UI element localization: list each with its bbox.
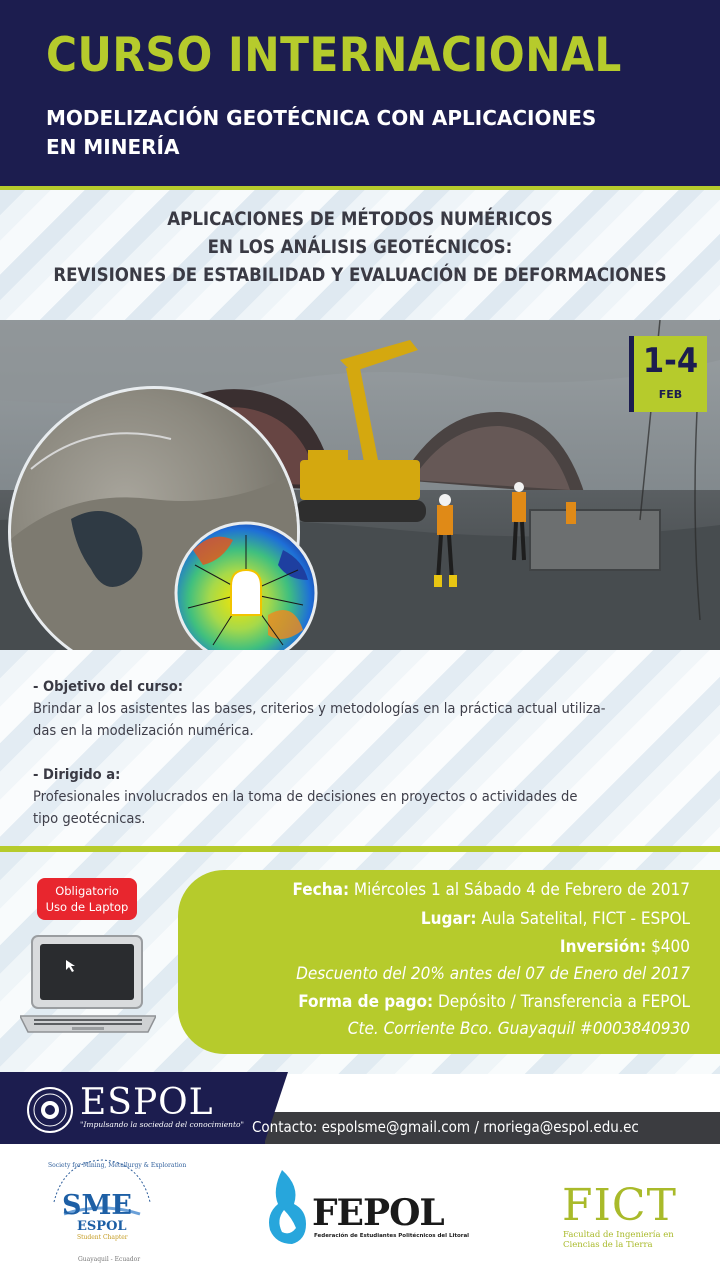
subtitle-line-1: MODELIZACIÓN GEOTÉCNICA CON APLICACIONES: [46, 106, 597, 130]
subtitle-line-2: EN MINERÍA: [46, 135, 180, 159]
inversion-line: [560, 937, 690, 957]
lugar-value: Aula Satelital, FICT - ESPOL: [476, 909, 690, 929]
objective-text-line-1: Brindar a los asistentes las bases, criterios y metodologías en la práctica actual utiliza-: [33, 700, 606, 717]
inversion-label: Inversión:: [559, 937, 647, 957]
descuento-line: [296, 964, 690, 984]
laptop-line-2: Uso de Laptop: [45, 900, 129, 914]
fict-subtitle: [563, 1230, 683, 1250]
laptop-required-label: [37, 878, 137, 920]
sme-espol-text: ESPOL: [77, 1219, 127, 1234]
topic-section: [0, 190, 720, 320]
fepol-flame-icon: [262, 1170, 310, 1246]
audience-text-line-1: Profesionales involucrados en la toma de decisiones en proyectos o actividades de: [33, 788, 578, 805]
fict-subtitle-line-2: Ciencias de la Tierra: [563, 1240, 653, 1250]
date-days: 1-4: [642, 341, 699, 381]
audience-text-line-2: tipo geotécnicas.: [33, 810, 146, 827]
laptop-icon: [20, 932, 156, 1040]
sme-city-text: Guayaquil - Ecuador: [78, 1256, 141, 1263]
espol-slogan: "Impulsando la sociedad del conocimiento": [80, 1120, 244, 1129]
audience-block: [33, 764, 689, 830]
topic-title: [0, 206, 720, 290]
course-subtitle: [46, 104, 686, 162]
espol-logo-text: ESPOL: [80, 1082, 214, 1123]
course-title: CURSO INTERNACIONAL: [46, 28, 622, 83]
sme-chapter-text: Student Chapter: [77, 1234, 128, 1241]
topic-line-1: APLICACIONES DE MÉTODOS NUMÉRICOS: [167, 209, 553, 230]
fepol-subtitle: Federación de Estudiantes Politécnicos del Litoral: [314, 1233, 470, 1239]
topic-line-2: EN LOS ANÁLISIS GEOTÉCNICOS:: [207, 237, 513, 258]
cuenta-line: [348, 1019, 690, 1039]
fecha-line: [293, 880, 690, 900]
audience-heading: - Dirigido a:: [33, 766, 121, 783]
laptop-line-1: Obligatorio: [55, 884, 119, 898]
pago-line: [298, 992, 690, 1012]
fecha-value: Miércoles 1 al Sábado 4 de Febrero de 2017: [349, 880, 690, 900]
fecha-label: Fecha:: [292, 880, 350, 900]
objective-heading: - Objetivo del curso:: [33, 678, 183, 695]
fepol-logo-text: FEPOL: [312, 1192, 444, 1234]
lugar-label: Lugar:: [420, 909, 477, 929]
fict-logo-text: FICT: [562, 1180, 677, 1231]
descuento-text: Descuento del 20% antes del 07 de Enero del 2017: [296, 964, 690, 984]
topic-line-3: REVISIONES DE ESTABILIDAD Y EVALUACIÓN DE DEFORMACIONES: [53, 265, 667, 286]
objective-text-line-2: das en la modelización numérica.: [33, 722, 254, 739]
pago-value: Depósito / Transferencia a FEPOL: [433, 992, 690, 1012]
pago-label: Forma de pago:: [298, 992, 434, 1012]
sme-logo-text: SME: [62, 1190, 132, 1221]
sme-arc-text: Society for Mining, Metallurgy & Exploration: [48, 1162, 187, 1169]
date-month: FEB: [658, 388, 683, 401]
date-badge: [629, 336, 707, 412]
header-banner: [0, 0, 720, 186]
espol-seal-icon: [26, 1086, 74, 1134]
objective-block: [33, 676, 689, 742]
lugar-line: [421, 909, 690, 929]
fict-subtitle-line-1: Facultad de Ingeniería en: [563, 1230, 674, 1240]
inversion-value: $400: [646, 937, 690, 957]
contact-info: Contacto: espolsme@gmail.com / rnoriega@espol.edu.ec: [252, 1118, 639, 1136]
cuenta-text: Cte. Corriente Bco. Guayaquil #0003840930: [347, 1019, 690, 1039]
stress-contour-plot: [173, 520, 319, 666]
